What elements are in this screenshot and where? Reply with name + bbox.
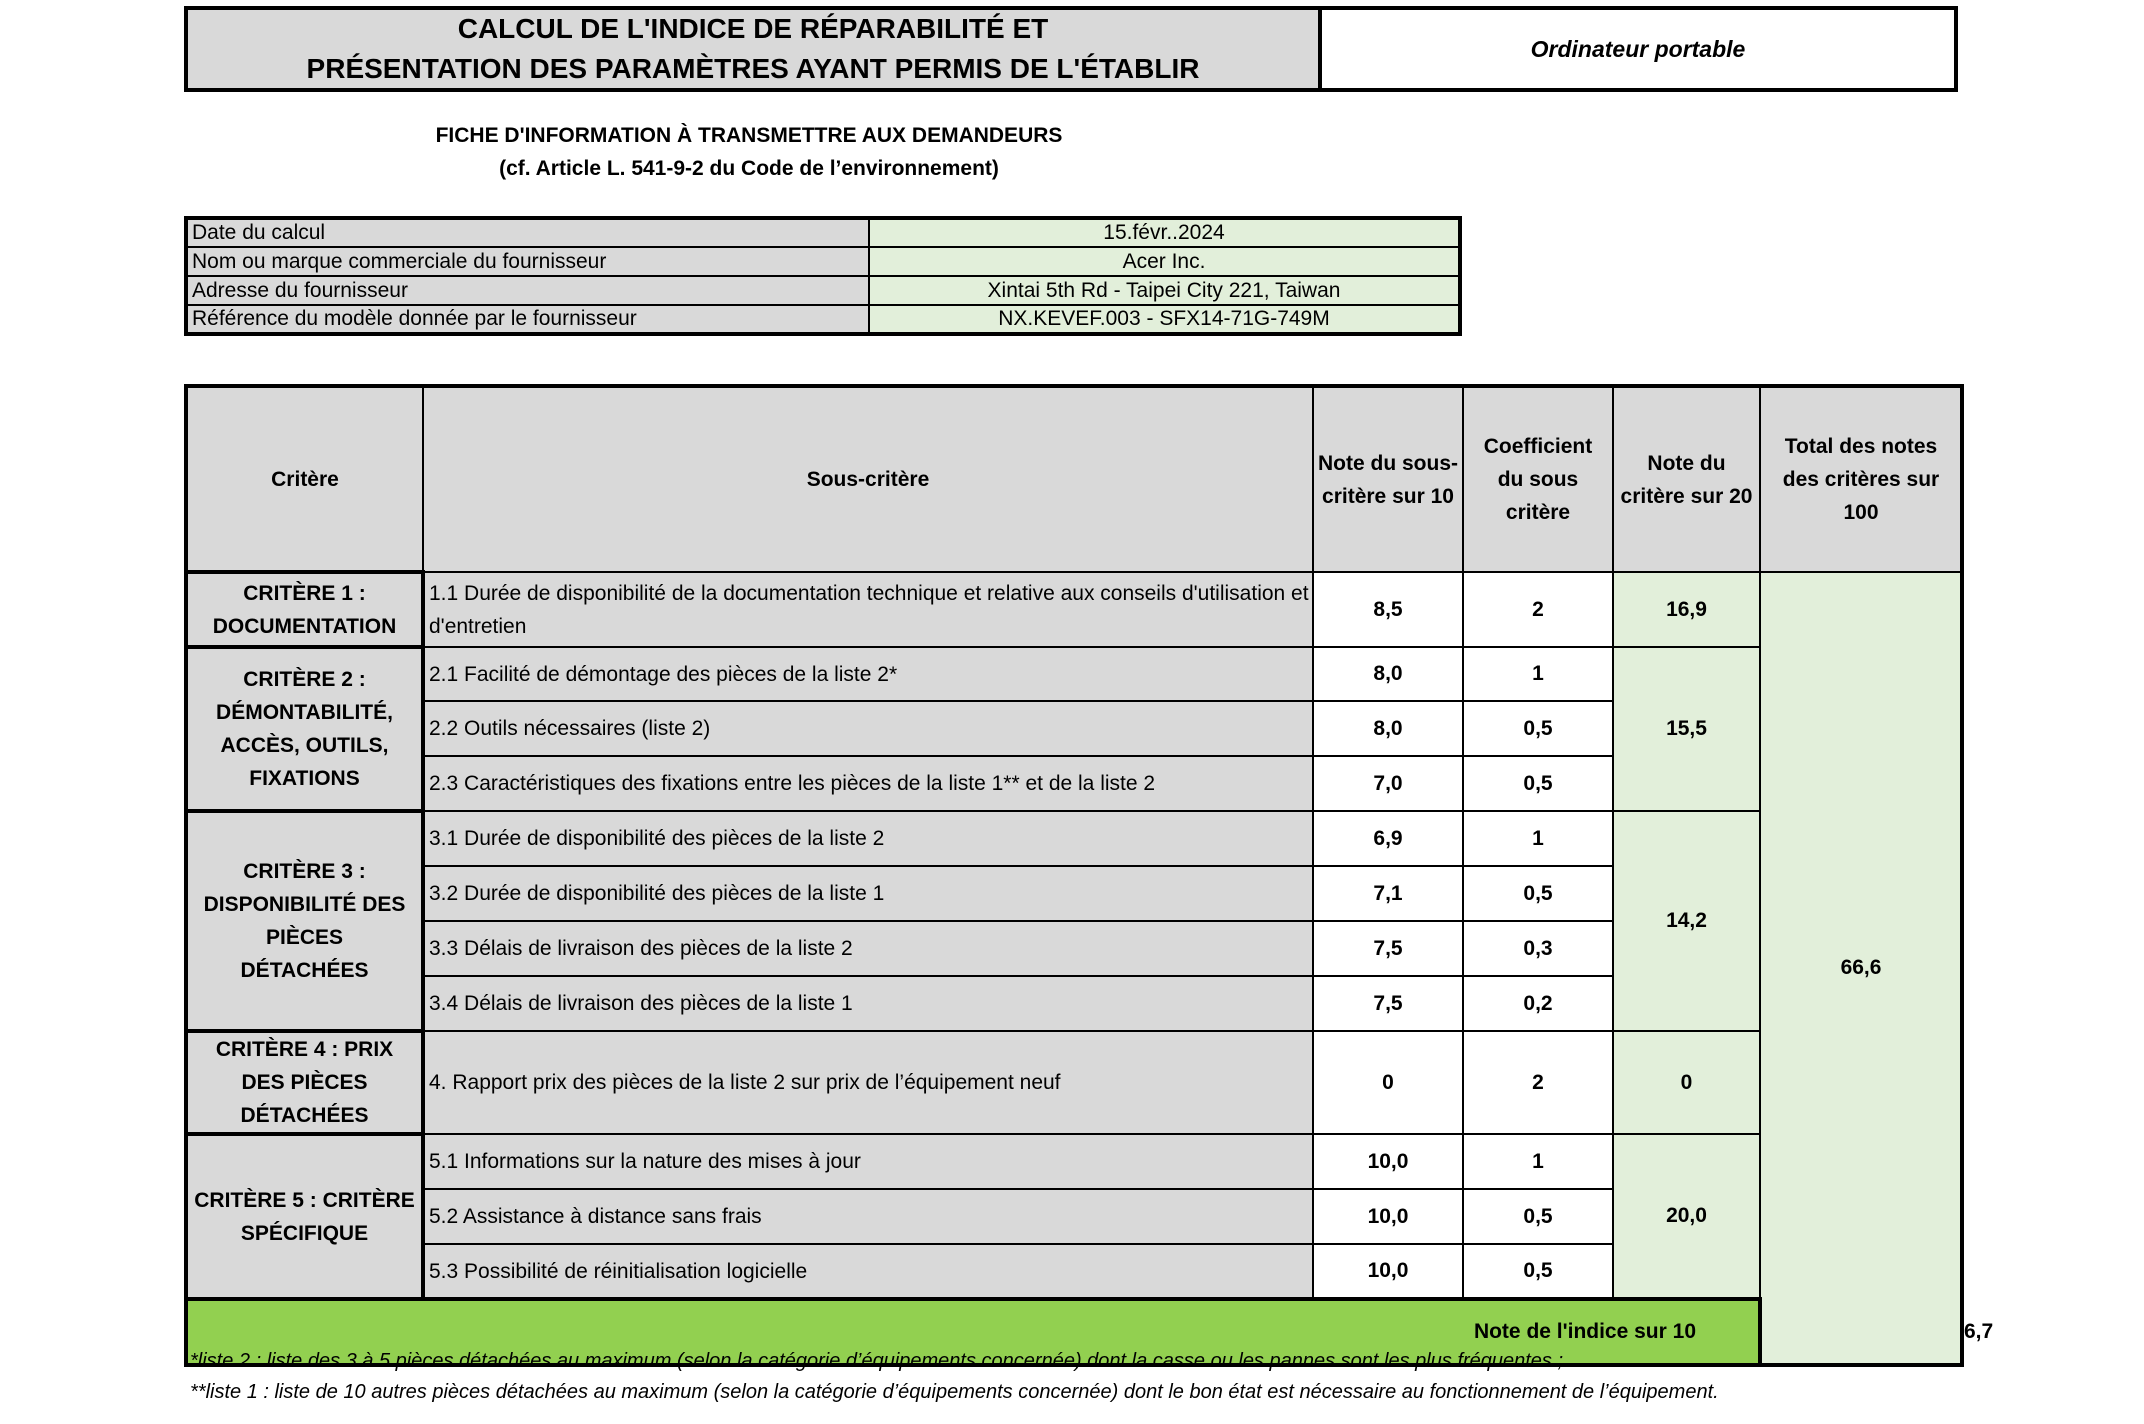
footnote-liste-1: **liste 1 : liste de 10 autres pièces détachées au maximum (selon la catégorie d’équipements concernée) dont le bon état est nécessaire au fonctionnement de l’équipement. <box>190 1381 1719 1403</box>
subcriterion-note: 7,5 <box>1313 976 1463 1031</box>
col-header-sous-critere: Sous-critère <box>423 386 1313 572</box>
info-row <box>186 305 1460 334</box>
subcriterion-note: 8,0 <box>1313 701 1463 756</box>
subcriterion-note: 10,0 <box>1313 1244 1463 1299</box>
subcriterion-coef: 1 <box>1463 647 1613 701</box>
info-value: Xintai 5th Rd - Taipei City 221, Taiwan <box>869 276 1460 305</box>
col-header-note-sous-critere: Note du sous-critère sur 10 <box>1313 386 1463 572</box>
subcriterion-coef: 0,3 <box>1463 921 1613 976</box>
subcriterion-note: 0 <box>1313 1031 1463 1134</box>
table-row <box>186 1031 1962 1134</box>
info-value: 15.févr..2024 <box>869 218 1460 247</box>
subcriterion-label: 3.4 Délais de livraison des pièces de la liste 1 <box>423 976 1313 1031</box>
subcriterion-coef: 2 <box>1463 1031 1613 1134</box>
subcriterion-label: 2.1 Facilité de démontage des pièces de la liste 2* <box>423 647 1313 701</box>
criterion-5-score: 20,0 <box>1613 1134 1760 1299</box>
info-row <box>186 218 1460 247</box>
title-line-2: PRÉSENTATION DES PARAMÈTRES AYANT PERMIS DE L'ÉTABLIR <box>306 53 1200 84</box>
criterion-4-score: 0 <box>1613 1031 1760 1134</box>
subcriterion-note: 10,0 <box>1313 1134 1463 1189</box>
subcriterion-coef: 0,2 <box>1463 976 1613 1031</box>
subcriterion-note: 10,0 <box>1313 1189 1463 1244</box>
info-label: Nom ou marque commerciale du fournisseur <box>186 247 869 276</box>
criterion-3-score: 14,2 <box>1613 811 1760 1031</box>
subcriterion-label: 1.1 Durée de disponibilité de la documentation technique et relative aux conseils d'utilisation et d'entretien <box>423 572 1313 647</box>
info-value: Acer Inc. <box>869 247 1460 276</box>
subcriterion-coef: 2 <box>1463 572 1613 647</box>
subcriterion-label: 4. Rapport prix des pièces de la liste 2 sur prix de l’équipement neuf <box>423 1031 1313 1134</box>
repairability-score-table <box>184 384 1994 1367</box>
subcriterion-note: 7,0 <box>1313 756 1463 811</box>
subcriterion-coef: 1 <box>1463 1134 1613 1189</box>
col-header-total: Total des notes des critères sur 100 <box>1760 386 1962 572</box>
col-header-note-critere: Note du critère sur 20 <box>1613 386 1760 572</box>
col-header-coefficient: Coefficient du sous critère <box>1463 386 1613 572</box>
subcriterion-label: 3.3 Délais de livraison des pièces de la liste 2 <box>423 921 1313 976</box>
subcriterion-label: 3.1 Durée de disponibilité des pièces de la liste 2 <box>423 811 1313 866</box>
subcriterion-note: 6,9 <box>1313 811 1463 866</box>
subcriterion-note: 7,1 <box>1313 866 1463 921</box>
col-header-critere: Critère <box>186 386 423 572</box>
subcriterion-label: 3.2 Durée de disponibilité des pièces de la liste 1 <box>423 866 1313 921</box>
table-row <box>186 647 1962 701</box>
table-row <box>186 572 1962 647</box>
subcriterion-note: 7,5 <box>1313 921 1463 976</box>
subcriterion-label: 5.2 Assistance à distance sans frais <box>423 1189 1313 1244</box>
document-header <box>184 6 1958 92</box>
title-line-1: CALCUL DE L'INDICE DE RÉPARABILITÉ ET <box>457 13 1049 44</box>
table-header-row <box>186 386 1962 572</box>
subtitle-line-1: FICHE D'INFORMATION À TRANSMETTRE AUX DEMANDEURS <box>435 124 1063 147</box>
subcriterion-label: 5.3 Possibilité de réinitialisation logicielle <box>423 1244 1313 1299</box>
final-score-row: Note de l'indice sur 10 6,7 <box>186 1299 1962 1365</box>
criterion-5-name: CRITÈRE 5 : CRITÈRE SPÉCIFIQUE <box>186 1134 423 1299</box>
info-row <box>186 247 1460 276</box>
table-row <box>186 1134 1962 1189</box>
document-title <box>188 10 1322 88</box>
subcriterion-coef: 0,5 <box>1463 756 1613 811</box>
subcriterion-note: 8,5 <box>1313 572 1463 647</box>
subtitle-line-2: (cf. Article L. 541-9-2 du Code de l’environnement) <box>499 157 999 180</box>
info-label: Adresse du fournisseur <box>186 276 869 305</box>
subcriterion-coef: 0,5 <box>1463 1189 1613 1244</box>
subcriterion-label: 5.1 Informations sur la nature des mises à jour <box>423 1134 1313 1189</box>
criterion-1-name: CRITÈRE 1 : DOCUMENTATION <box>186 572 423 647</box>
info-row <box>186 276 1460 305</box>
criterion-2-name: CRITÈRE 2 : DÉMONTABILITÉ, ACCÈS, OUTILS, FIXATIONS <box>186 647 423 811</box>
supplier-info-table <box>184 216 1462 336</box>
info-label: Référence du modèle donnée par le fournisseur <box>186 305 869 334</box>
criterion-1-score: 16,9 <box>1613 572 1760 647</box>
info-value: NX.KEVEF.003 - SFX14-71G-749M <box>869 305 1460 334</box>
product-category: Ordinateur portable <box>1530 35 1746 62</box>
criterion-4-name: CRITÈRE 4 : PRIX DES PIÈCES DÉTACHÉES <box>186 1031 423 1134</box>
subcriterion-coef: 1 <box>1463 811 1613 866</box>
subcriterion-coef: 0,5 <box>1463 866 1613 921</box>
subcriterion-coef: 0,5 <box>1463 1244 1613 1299</box>
info-label: Date du calcul <box>186 218 869 247</box>
subcriterion-label: 2.2 Outils nécessaires (liste 2) <box>423 701 1313 756</box>
subcriterion-note: 8,0 <box>1313 647 1463 701</box>
table-row <box>186 811 1962 866</box>
subcriterion-label: 2.3 Caractéristiques des fixations entre les pièces de la liste 1** et de la liste 2 <box>423 756 1313 811</box>
criterion-2-score: 15,5 <box>1613 647 1760 811</box>
footnote-liste-2: *liste 2 : liste des 3 à 5 pièces détachées au maximum (selon la catégorie d’équipements concernée) dont la casse ou les pannes sont les plus fréquentes ; <box>190 1350 1564 1372</box>
final-score-label: Note de l'indice sur 10 <box>186 1299 1760 1365</box>
subcriterion-coef: 0,5 <box>1463 701 1613 756</box>
total-score: 66,6 <box>1760 572 1962 1365</box>
criterion-3-name: CRITÈRE 3 : DISPONIBILITÉ DES PIÈCES DÉTACHÉES <box>186 811 423 1031</box>
